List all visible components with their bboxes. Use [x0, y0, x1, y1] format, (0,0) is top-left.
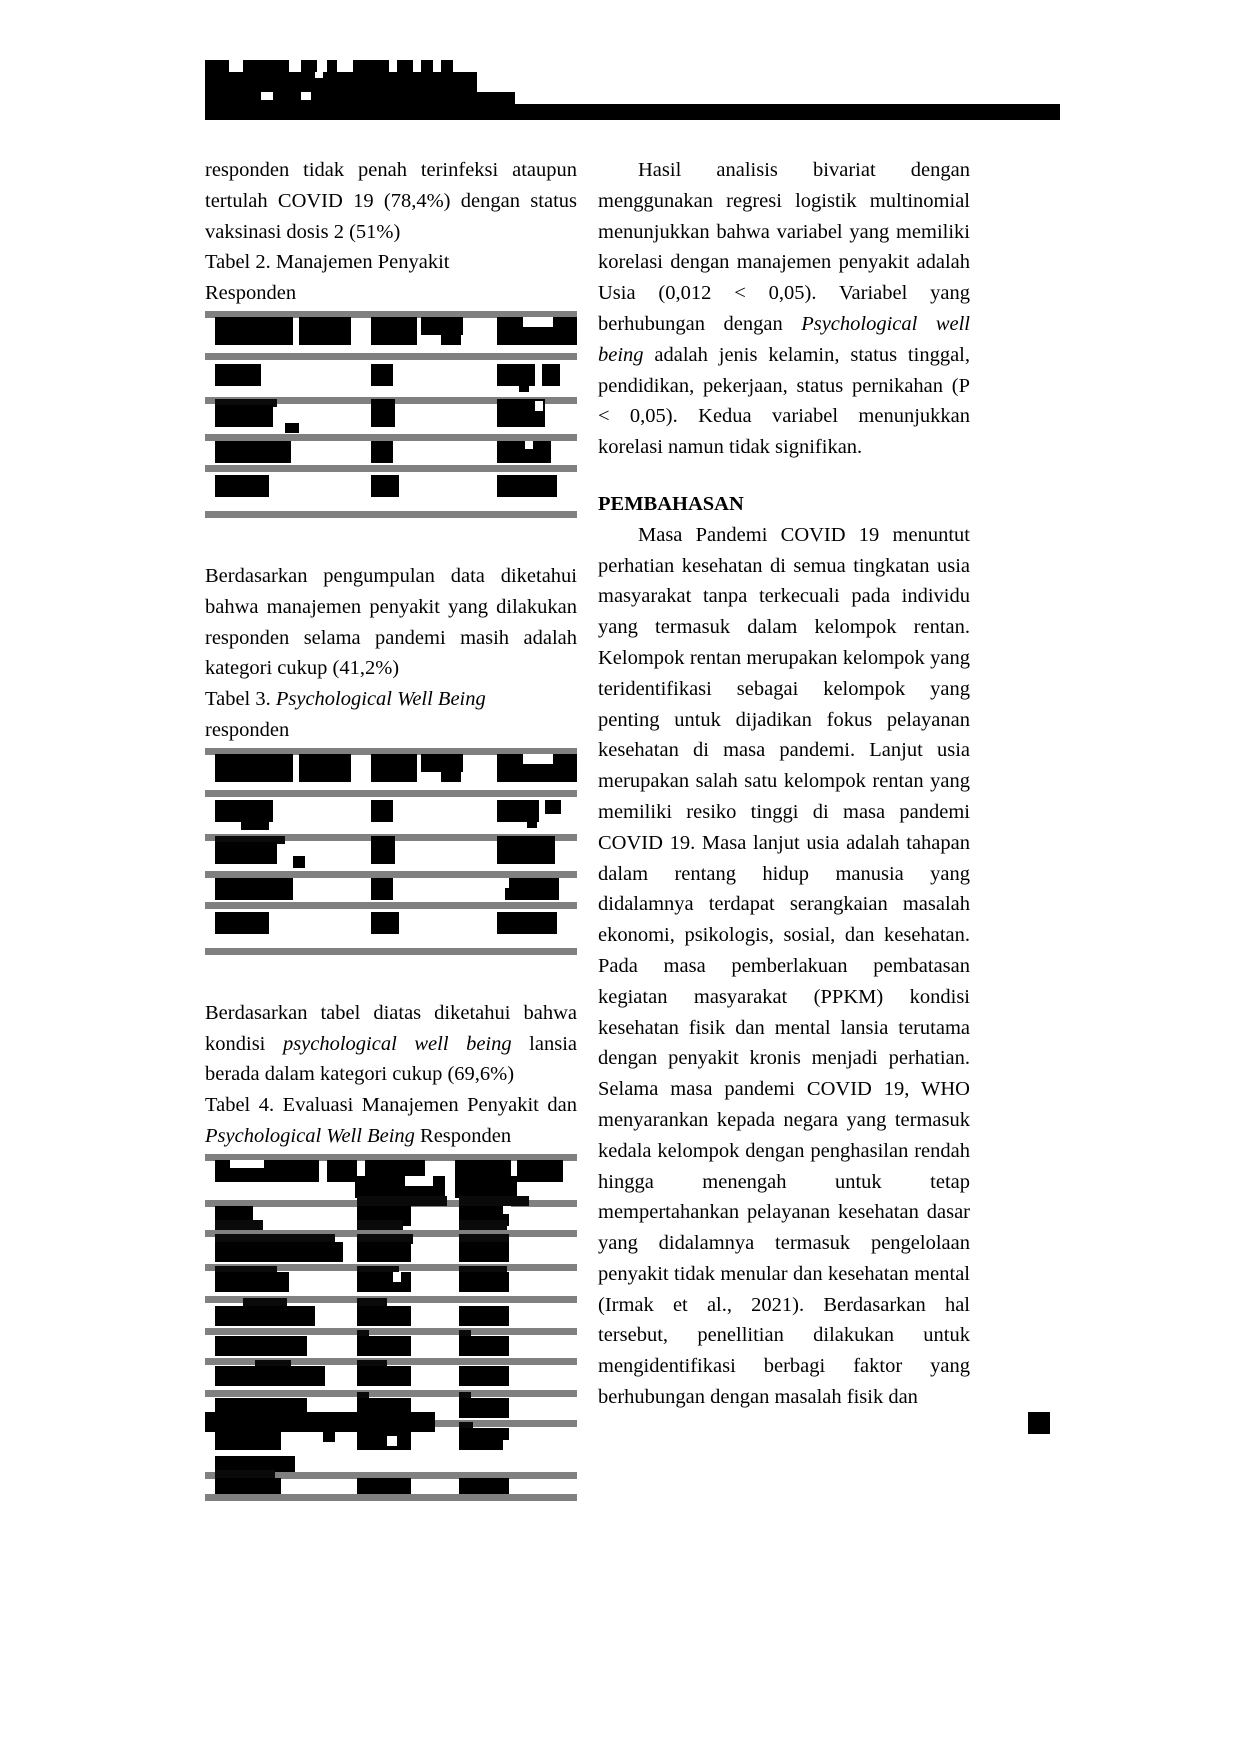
table-4-redacted	[205, 1154, 577, 1454]
table-2-redacted-lower	[205, 465, 577, 533]
paragraph-berdasarkan-tabel	[205, 998, 577, 1090]
right-para1-a: Hasil analisis bivariat dengan menggunakan regresi logistik multinomial menunjukkan bahwa variabel yang memiliki korelasi dengan manajemen penyakit adalah Usia (0,012 < 0,05). Variabel yang berhubungan dengan	[598, 159, 970, 335]
table2-caption	[205, 247, 577, 278]
left-column	[205, 155, 577, 1500]
right-column	[598, 155, 970, 1413]
redacted-page-number	[1028, 1412, 1050, 1434]
paragraph-responden: responden tidak penah terinfeksi ataupun tertulah COVID 19 (78,4%) dengan status vaksinasi dosis 2 (51%)	[205, 159, 577, 243]
para3-part-b: lansia berada dalam kategori cukup (69,6%)	[205, 1032, 577, 1086]
paragraph-hasil-analisis	[598, 155, 970, 463]
table3-caption-italic: Psychological Well Being	[275, 688, 486, 711]
table-2-redacted	[205, 311, 577, 463]
para3-part-a: Berdasarkan tabel diatas diketahui bahwa kondisi	[205, 1001, 577, 1055]
paragraph-pembahasan-body: Masa Pandemi COVID 19 menuntut perhatian kesehatan di semua tingkatan usia masyarakat tanpa terkecuali pada individu yang termasuk dalam kelompok rentan. Kelompok rentan merupakan kelompok yang teridentifikasi sebagai kelompok yang penting untuk dijadikan fokus pelayanan kesehatan di masa pandemi. Lanjut usia merupakan salah satu kelompok rentan yang memiliki resiko tinggi di masa pandemi COVID 19. Masa lanjut usia adalah tahapan dalam rentang hidup manusia yang didalamnya terdapat serangkaian masalah ekonomi, psikologis, sosial, dan kesehatan. Pada masa pemberlakuan pembatasan kegiatan masyarakat (PPKM) kondisi kesehatan fisik dan mental lansia terutama dengan penyakit kronis menjadi perhatian. Selama masa pandemi COVID 19, WHO menyarankan kepada negara yang termasuk kedala kelompok dengan penghasilan rendah hingga menengah untuk tetap mempertahankan pelayanan kesehatan dasar yang didalamnya termasuk pengelolaan penyakit tidak menular dan kesehatan mental (Irmak et al., 2021). Berdasarkan hal tersebut, penellitian dilakukan untuk mengidentifikasi berbagi faktor yang berhubungan dengan masalah fisik dan	[598, 523, 970, 1409]
table-3-redacted	[205, 748, 577, 900]
table2-caption-line2: Responden	[205, 282, 297, 305]
table-4-redacted-lower	[205, 1456, 577, 1500]
table3-caption-line2: responden	[205, 718, 290, 741]
table2-caption-text: Tabel 2. Manajemen Penyakit	[205, 251, 450, 274]
table4-caption-italic: Psychological Well Being	[205, 1124, 415, 1147]
table3-caption-prefix: Tabel 3.	[205, 688, 276, 711]
table4-caption-suffix: Responden	[414, 1124, 512, 1147]
section-heading-pembahasan: PEMBAHASAN	[598, 492, 744, 515]
table4-caption	[205, 1090, 577, 1152]
redacted-header-banner	[205, 60, 1060, 108]
right-para1-b: adalah jenis kelamin, status tinggal, pendidikan, pekerjaan, status pernikahan (P < 0,05). Kedua variabel menunjukkan korelasi namun tidak signifikan.	[598, 343, 970, 459]
para3-italic: psychological well being	[282, 1032, 512, 1055]
right-para1-italic: Psychological well being	[598, 312, 970, 366]
redacted-footer-citation	[205, 1412, 435, 1442]
table-3-redacted-lower	[205, 902, 577, 970]
paragraph-pengumpulan-data: Berdasarkan pengumpulan data diketahui bahwa manajemen penyakit yang dilakukan responden selama pandemi masih adalah kategori cukup (41,2%)	[205, 564, 577, 680]
table4-caption-prefix: Tabel 4. Evaluasi Manajemen Penyakit dan	[205, 1094, 577, 1117]
table3-caption	[205, 684, 577, 715]
